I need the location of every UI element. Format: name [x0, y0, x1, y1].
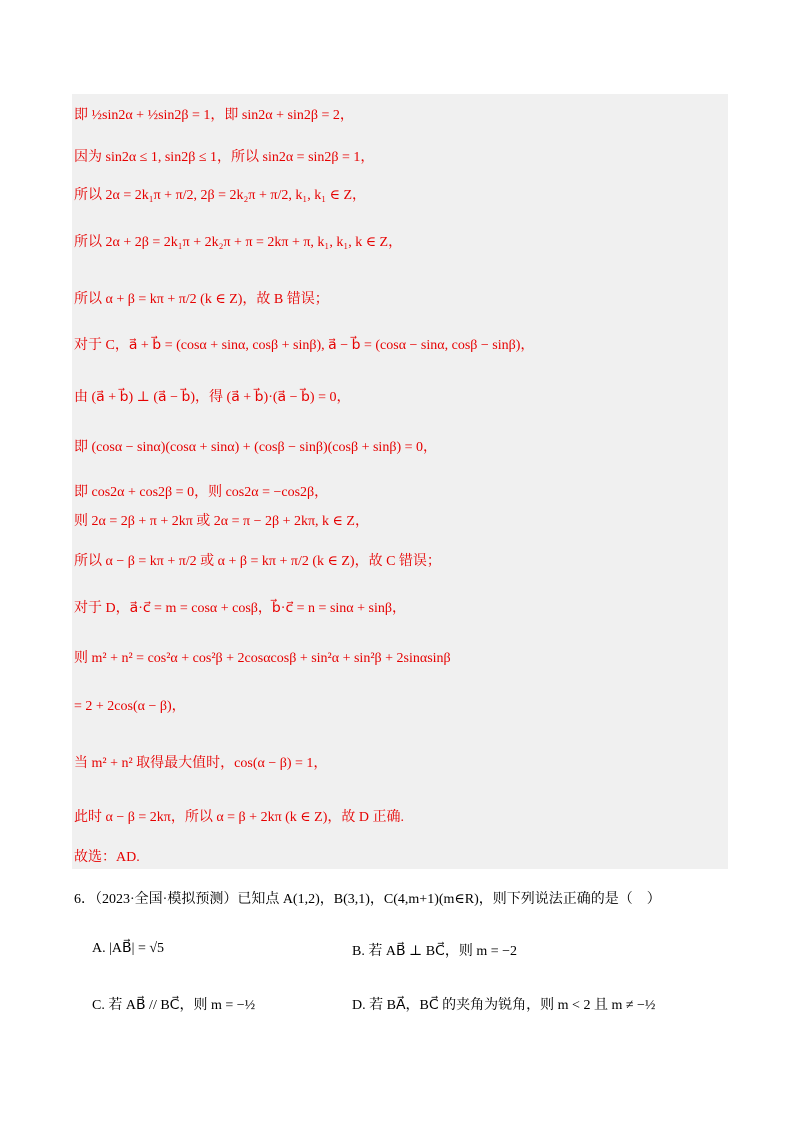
solution-line-6: 对于 C，a⃗ + b⃗ = (cosα + sinα, cosβ + sinβ), a⃗ − b⃗ = (cosα − sinα, cosβ − sinβ)， [74, 338, 535, 353]
option-c [92, 994, 255, 1014]
option-a-text: |AB⃗| = √5 [109, 941, 165, 956]
solution-line-10: 则 2α = 2β + π + 2kπ 或 2α = π − 2β + 2kπ, k ∈ Z， [74, 514, 369, 529]
solution-line-16: 此时 α − β = 2kπ，所以 α = β + 2kπ (k ∈ Z)，故 D 正确. [74, 810, 404, 825]
option-d [352, 994, 655, 1014]
solution-line-4: 所以 2α + 2β = 2k₁π + 2k₂π + π = 2kπ + π, k₁, k₁, k ∈ Z， [74, 235, 403, 250]
solution-panel [72, 94, 728, 869]
option-b [352, 940, 517, 960]
solution-line-1: 即 ½sin2α + ½sin2β = 1，即 sin2α + sin2β = 2， [74, 108, 354, 123]
option-c-text: 若 AB⃗ // BC⃗，则 m = −½ [108, 998, 256, 1013]
solution-line-17: 故选：AD. [74, 850, 140, 865]
solution-line-8: 即 (cosα − sinα)(cosα + sinα) + (cosβ − sinβ)(cosβ + sinβ) = 0， [74, 440, 438, 455]
solution-line-11: 所以 α − β = kπ + π/2 或 α + β = kπ + π/2 (k ∈ Z)，故 C 错误； [74, 554, 441, 569]
solution-line-3: 所以 2α = 2k₁π + π/2, 2β = 2k₂π + π/2, k₁, k₁ ∈ Z， [74, 188, 367, 203]
option-b-text: 若 AB⃗ ⊥ BC⃗，则 m = −2 [368, 944, 518, 959]
question-stem: 6．（2023·全国·模拟预测）已知点 A(1,2)，B(3,1)，C(4,m+1)(m∈R)，则下列说法正确的是（ ） [74, 892, 661, 907]
option-c-label: C. [92, 998, 105, 1013]
option-a [92, 940, 164, 957]
solution-line-7: 由 (a⃗ + b⃗) ⊥ (a⃗ − b⃗)，得 (a⃗ + b⃗)·(a⃗ − b⃗) = 0， [74, 390, 351, 405]
solution-line-15: 当 m² + n² 取得最大值时，cos(α − β) = 1， [74, 756, 328, 771]
solution-line-9: 即 cos2α + cos2β = 0，则 cos2α = −cos2β， [74, 485, 329, 500]
solution-line-12: 对于 D，a⃗·c⃗ = m = cosα + cosβ，b⃗·c⃗ = n = sinα + sinβ， [74, 601, 406, 616]
solution-line-2: 因为 sin2α ≤ 1, sin2β ≤ 1，所以 sin2α = sin2β = 1， [74, 150, 375, 165]
option-a-label: A. [92, 941, 106, 956]
option-d-text: 若 BA⃗，BC⃗ 的夹角为锐角，则 m < 2 且 m ≠ −½ [369, 998, 656, 1013]
option-d-label: D. [352, 998, 366, 1013]
option-b-label: B. [352, 944, 365, 959]
solution-line-14: = 2 + 2cos(α − β)， [74, 699, 186, 714]
solution-line-5: 所以 α + β = kπ + π/2 (k ∈ Z)，故 B 错误； [74, 292, 329, 307]
solution-line-13: 则 m² + n² = cos²α + cos²β + 2cosαcosβ + sin²α + sin²β + 2sinαsinβ [74, 651, 451, 666]
